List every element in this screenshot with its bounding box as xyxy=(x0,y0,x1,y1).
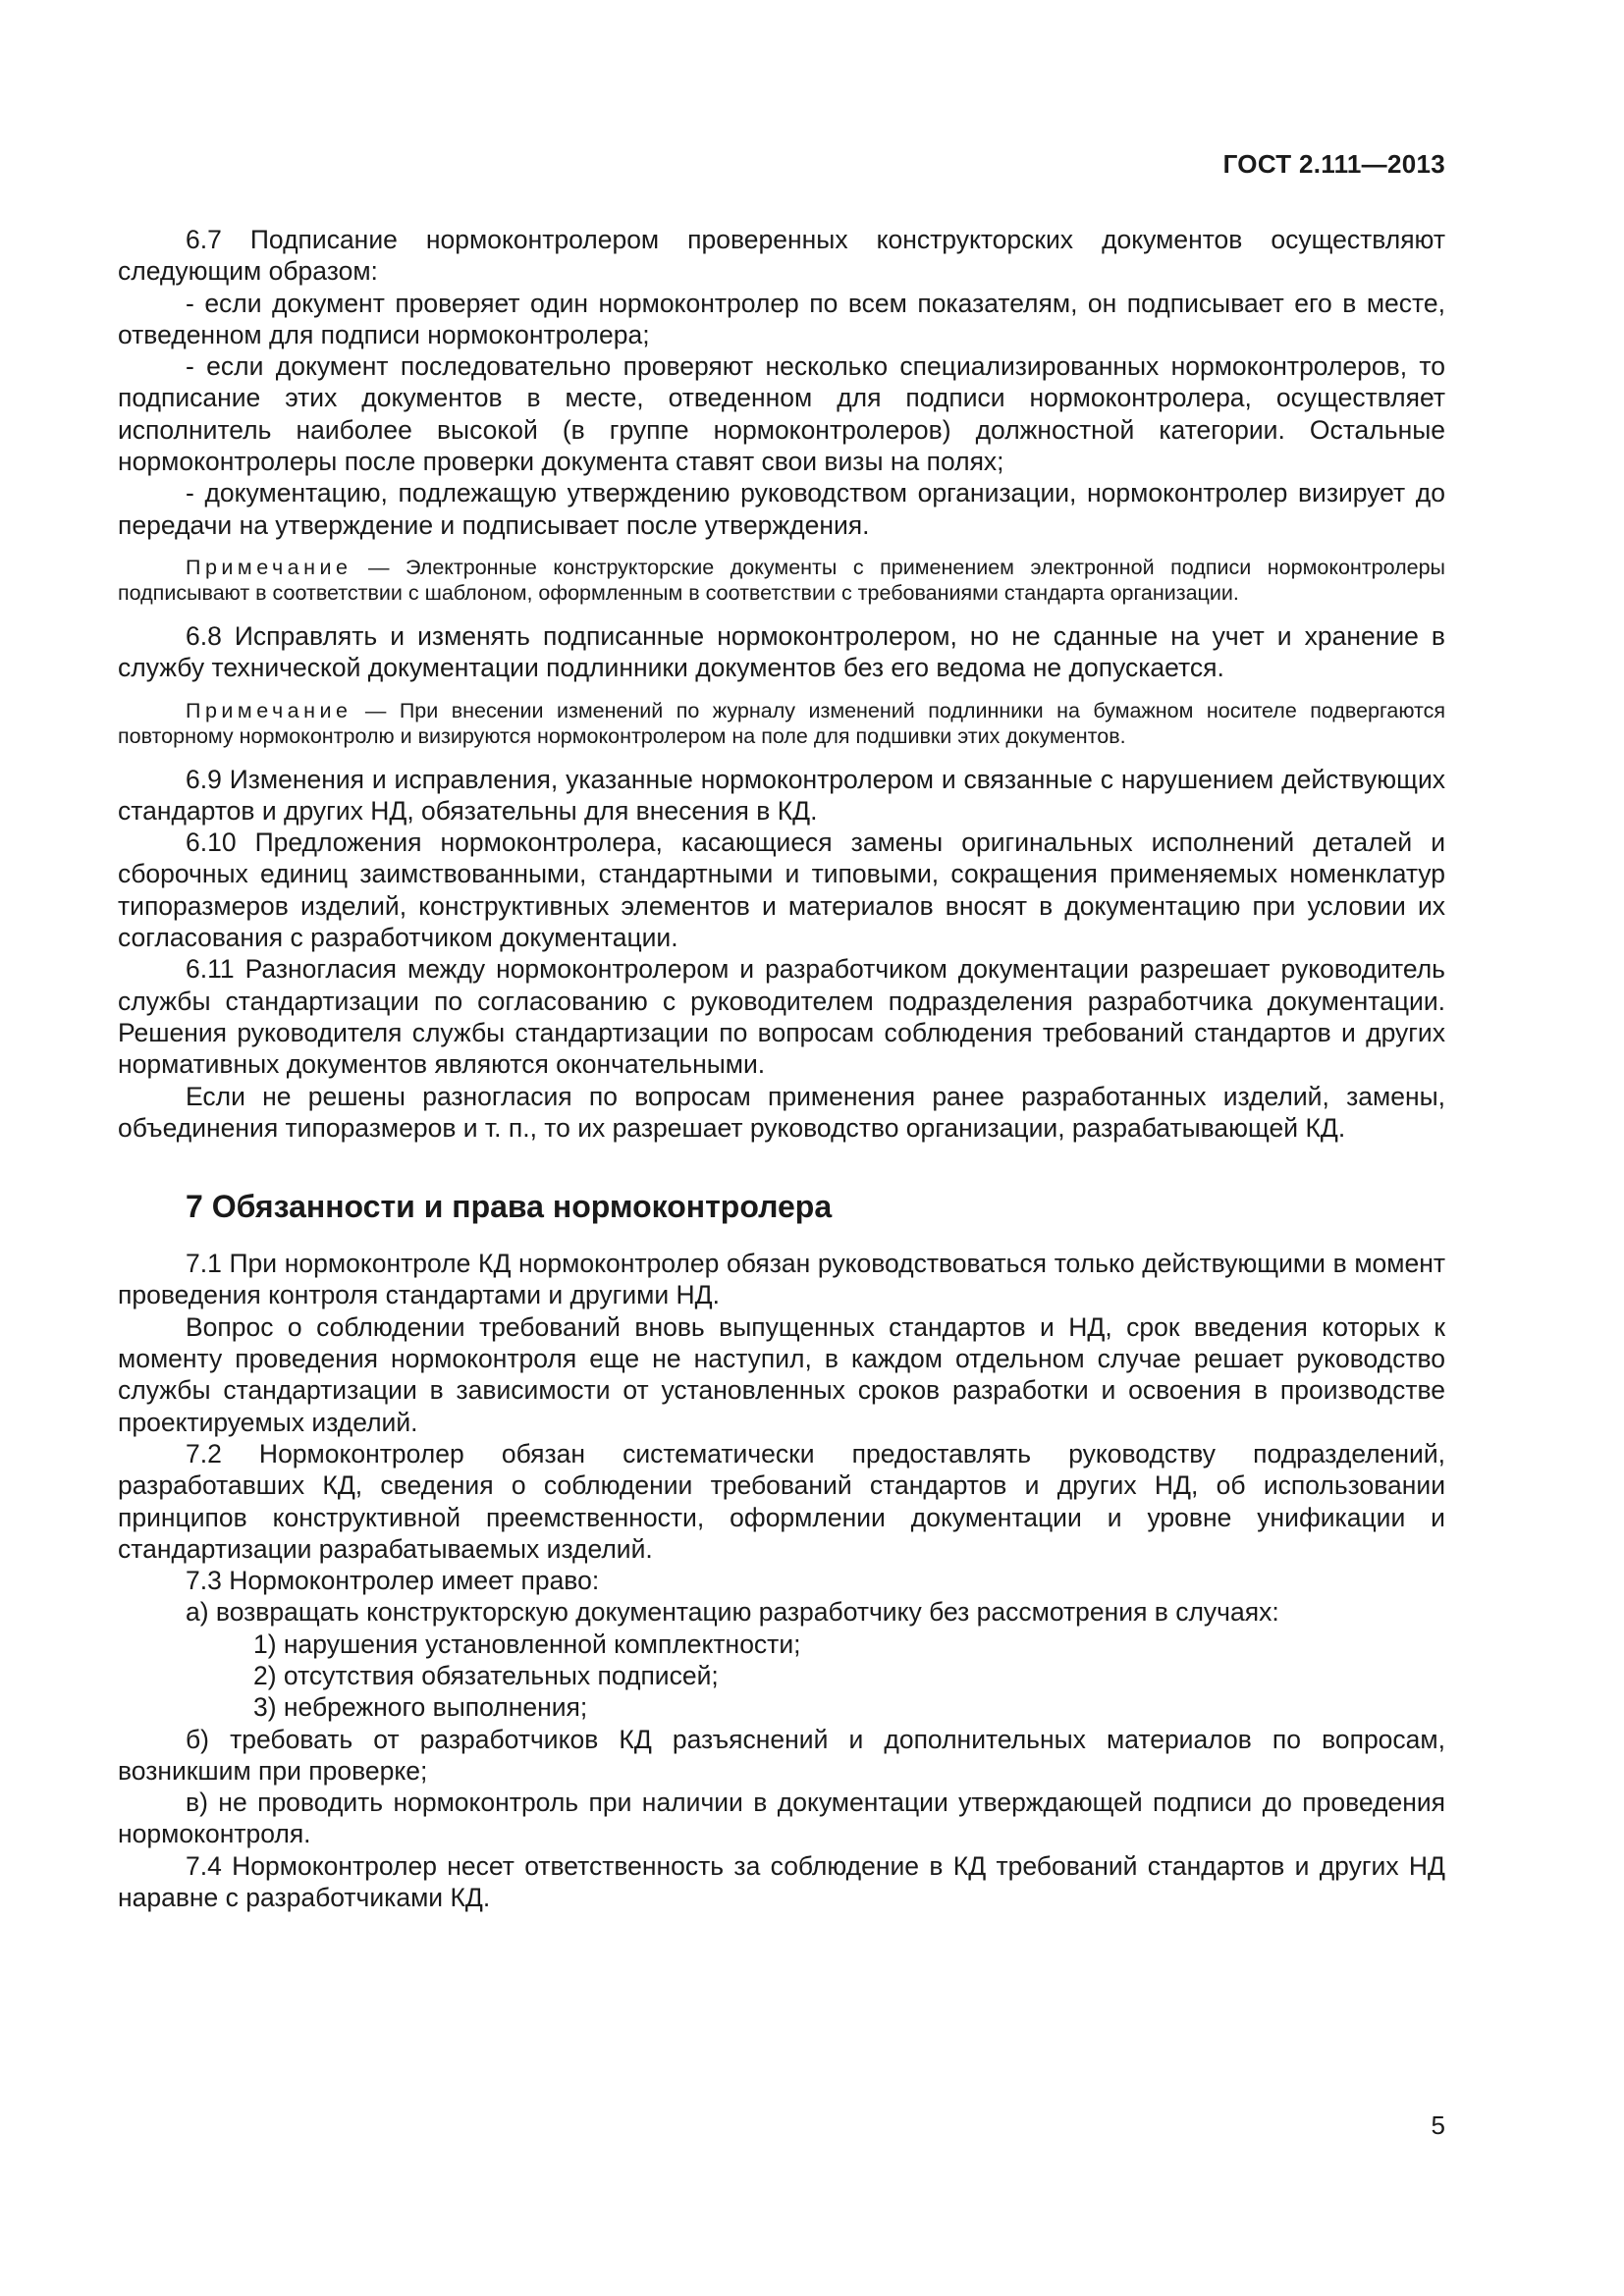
clause-7-1-continued: Вопрос о соблюдении требований вновь выпущенных стандартов и НД, срок введения которых к моменту проведения нормоконтроля еще не наступил, в каждом отдельном случае решает руководство службы стандартизации в зависимости от установленных сроков разработки и освоения в производстве проектируемых изделий. xyxy=(118,1311,1445,1437)
document-body xyxy=(118,224,1445,1913)
clause-7-3-a-1: 1) нарушения установленной комплектности; xyxy=(253,1629,801,1659)
clause-6-11: 6.11 Разногласия между нормоконтролером и разработчиком документации разрешает руководитель службы стандартизации по согласованию с руководителем подразделения разработчика документации. Решения руководителя службы стандартизации по вопросам соблюдения требований стандартов и других нормативных документов являются окончательными. xyxy=(118,954,1445,1080)
document-page xyxy=(118,0,1445,2296)
clause-7-3-a-3: 3) небрежного выполнения; xyxy=(253,1692,588,1723)
note-1-text: — Электронные конструкторские документы с применением электронной подписи нормоконтролеры подписывают в соответствии с шаблоном, оформленным в соответствии с требованиями стандарта организации. xyxy=(118,555,1445,606)
clause-6-11-continued: Если не решены разногласия по вопросам применения ранее разработанных изделий, замены, объединения типоразмеров и т. п., то их разрешает руководство организации, разрабатывающей КД. xyxy=(118,1081,1445,1143)
clause-7-4: 7.4 Нормоконтролер несет ответственность за соблюдение в КД требований стандартов и других НД наравне с разработчиками КД. xyxy=(118,1850,1445,1913)
clause-7-3-c: в) не проводить нормоконтроль при наличии в документации утверждающей подписи до проведения нормоконтроля. xyxy=(118,1788,1445,1849)
clause-7-2: 7.2 Нормоконтролер обязан систематически предоставлять руководству подразделений, разработавших КД, сведения о соблюдении требований стандартов и других НД, об использовании принципов конструктивной преемственности, оформлении документации и уровне унификации и стандартизации разрабатываемых изделий. xyxy=(118,1438,1445,1564)
page-number: 5 xyxy=(1431,2110,1445,2140)
note-2-label: Примечание xyxy=(186,698,352,722)
clause-6-9: 6.9 Изменения и исправления, указанные нормоконтролером и связанные с нарушением действующих стандартов и других НД, обязательны для внесения в КД. xyxy=(118,764,1445,826)
note-2-text: — При внесении изменений по журналу изменений подлинники на бумажном носителе подвергаются повторному нормоконтролю и визируются нормоконтролером на поле для подшивки этих документов. xyxy=(118,698,1445,749)
note-2 xyxy=(118,698,1445,750)
clause-7-3: 7.3 Нормоконтролер имеет право: xyxy=(186,1566,600,1596)
clause-6-8: 6.8 Исправлять и изменять подписанные нормоконтролером, но не сданные на учет и хранение в службу технической документации подлинники документов без его ведома не допускается. xyxy=(118,620,1445,683)
note-1-label: Примечание xyxy=(186,555,352,579)
clause-6-7: 6.7 Подписание нормоконтролером проверенных конструкторских документов осуществляют следующим образом: xyxy=(118,225,1445,287)
note-1 xyxy=(118,555,1445,607)
standard-code-header: ГОСТ 2.111—2013 xyxy=(1222,149,1445,179)
clause-7-1: 7.1 При нормоконтроле КД нормоконтролер обязан руководствоваться только действующими в момент проведения контроля стандартами и другими НД. xyxy=(118,1249,1445,1310)
section-7-title: 7 Обязанности и права нормоконтролера xyxy=(186,1189,833,1225)
clause-7-3-a: а) возвращать конструкторскую документацию разработчику без рассмотрения в случаях: xyxy=(186,1597,1279,1628)
clause-6-10: 6.10 Предложения нормоконтролера, касающиеся замены оригинальных исполнений деталей и сборочных единиц заимствованными, стандартными и типовыми, сокращения применяемых номенклатур типоразмеров изделий, конструктивных элементов и материалов вносят в документацию при условии их согласования с разработчиком документации. xyxy=(118,828,1445,953)
clause-7-3-b: б) требовать от разработчиков КД разъяснений и дополнительных материалов по вопросам, возникшим при проверке; xyxy=(118,1724,1445,1786)
clause-6-7-item-3: - документацию, подлежащую утверждению руководством организации, нормоконтролер визирует до передачи на утверждение и подписывает после утверждения. xyxy=(118,478,1445,540)
clause-6-7-item-1: - если документ проверяет один нормоконтролер по всем показателям, он подписывает его в месте, отведенном для подписи нормоконтролера; xyxy=(118,288,1445,349)
clause-6-7-item-2: - если документ последовательно проверяют несколько специализированных нормоконтролеров, то подписание этих документов в месте, отведенном для подписи нормоконтролера, осуществляет исполнитель наиболее высокой (в группе нормоконтролеров) должностной категории. Остальные нормоконтролеры после проверки документа ставят свои визы на полях; xyxy=(118,351,1445,477)
clause-7-3-a-2: 2) отсутствия обязательных подписей; xyxy=(253,1660,719,1690)
